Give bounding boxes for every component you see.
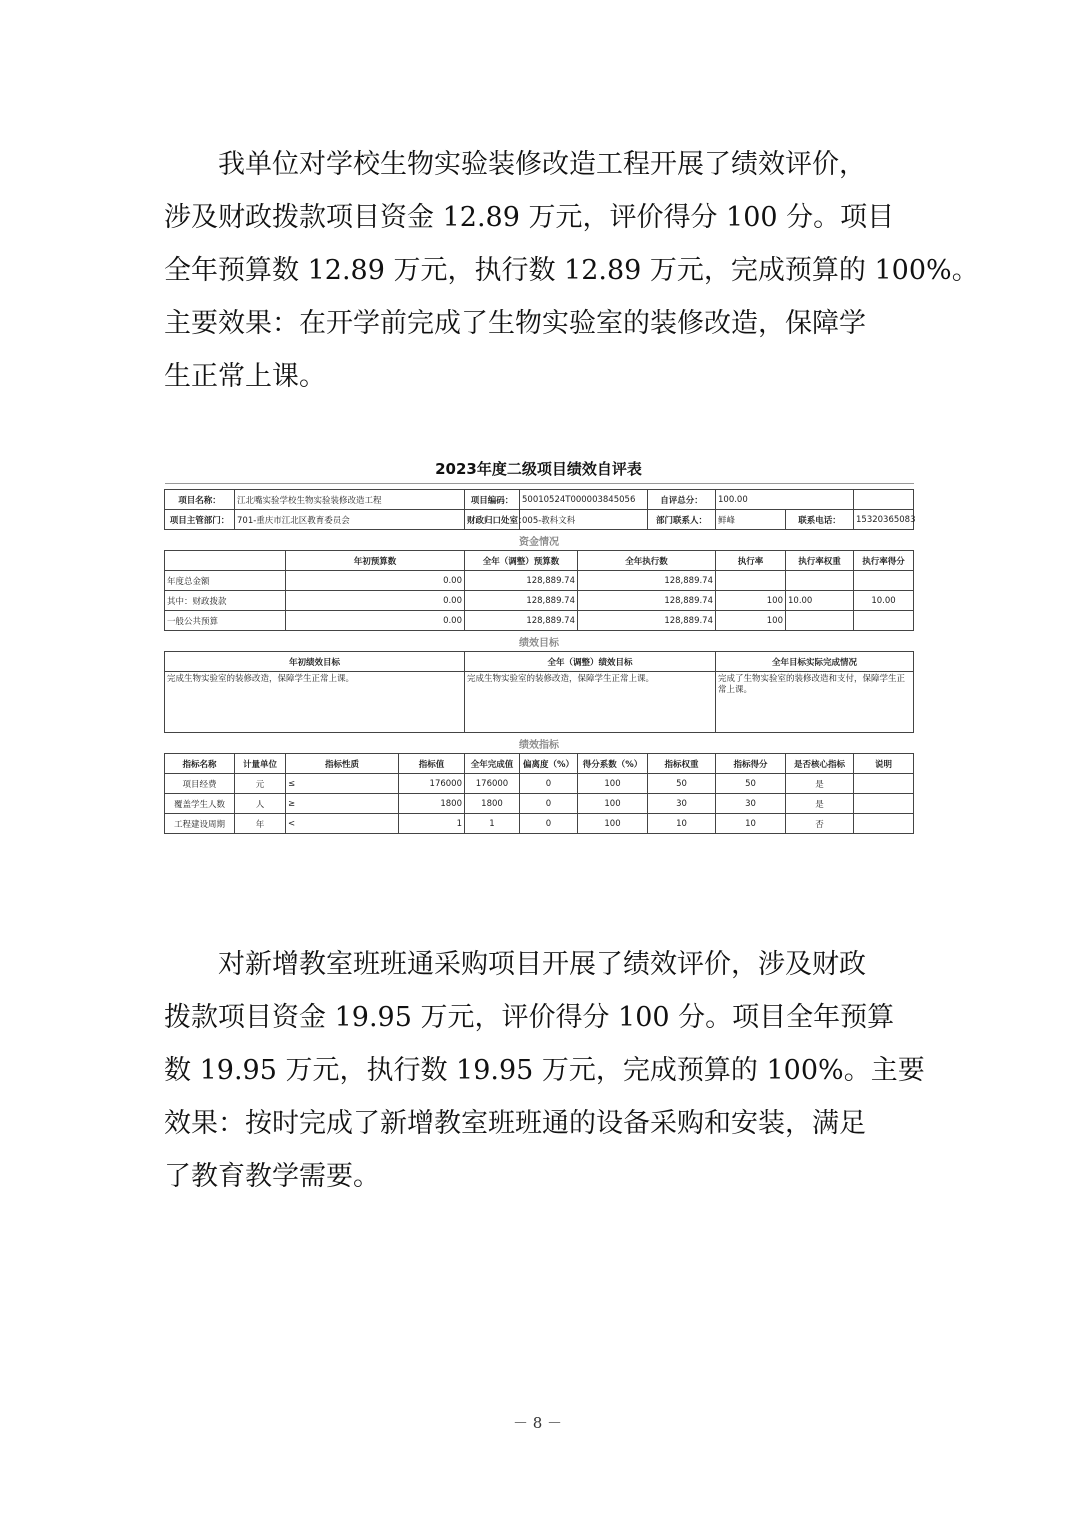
finance: 005-教科文科 <box>520 510 648 530</box>
cell-nature: ≤ <box>286 774 399 794</box>
col-header: 执行率 <box>716 551 786 571</box>
row-label: 年度总金额 <box>165 571 286 591</box>
project-name-label: 项目名称： <box>165 490 235 510</box>
paragraph-smart-classroom <box>164 938 925 1203</box>
cell-executed: 128,889.74 <box>578 571 716 591</box>
col-header: 全年完成值 <box>465 754 520 774</box>
cell-target: 1800 <box>399 794 465 814</box>
paragraph-line: 生正常上课。 <box>164 361 326 392</box>
self-evaluation-table <box>164 455 916 834</box>
cell-note <box>854 774 914 794</box>
col-header: 年初预算数 <box>286 551 465 571</box>
table-row <box>165 814 914 834</box>
dept-label: 项目主管部门： <box>165 510 235 530</box>
cell-weight: 10 <box>648 814 716 834</box>
paragraph-line: 主要效果：在开学前完成了生物实验室的装修改造，保障学 <box>164 308 866 339</box>
row-label: 其中：财政拨款 <box>165 591 286 611</box>
cell-target: 1 <box>399 814 465 834</box>
cell-core: 否 <box>786 814 854 834</box>
cell-coef: 100 <box>578 814 648 834</box>
cell-name: 工程建设周期 <box>165 814 235 834</box>
phone-label: 联系电话： <box>786 510 854 530</box>
paragraph-line: 全年预算数 12.89 万元，执行数 12.89 万元，完成预算的 100%。 <box>164 255 979 286</box>
cell-initial: 0.00 <box>286 611 465 631</box>
cell-score: 50 <box>716 774 786 794</box>
cell-adjusted: 128,889.74 <box>465 591 578 611</box>
cell-deviation: 0 <box>520 794 578 814</box>
cell-actual: 1 <box>465 814 520 834</box>
row-label: 一般公共预算 <box>165 611 286 631</box>
cell-unit: 元 <box>235 774 286 794</box>
col-header: 全年（调整）预算数 <box>465 551 578 571</box>
col-header: 全年（调整）绩效目标 <box>465 652 716 672</box>
funds-header-row <box>165 551 914 571</box>
contact-label: 部门联系人： <box>648 510 716 530</box>
paragraph-line: 拨款项目资金 19.95 万元，评价得分 100 分。项目全年预算 <box>164 1002 895 1033</box>
project-name: 江北嘴实验学校生物实验装修改造工程 <box>235 490 465 510</box>
cell-score <box>854 571 914 591</box>
blank-cell <box>854 490 914 510</box>
project-code: 50010524T000003845056 <box>520 490 648 510</box>
cell-weight: 50 <box>648 774 716 794</box>
col-header: 指标性质 <box>286 754 399 774</box>
cell-name: 覆盖学生人数 <box>165 794 235 814</box>
cell-rate: 100 <box>716 611 786 631</box>
section-title-goals: 绩效目标 <box>165 631 914 652</box>
initial-goal: 完成生物实验室的装修改造，保障学生正常上课。 <box>165 672 465 733</box>
cell-core: 是 <box>786 794 854 814</box>
col-header: 执行率权重 <box>786 551 854 571</box>
table-row <box>165 774 914 794</box>
adjusted-goal: 完成生物实验室的装修改造，保障学生正常上课。 <box>465 672 716 733</box>
indicators-header-row <box>165 754 914 774</box>
goals-header-row <box>165 652 914 672</box>
col-header: 全年执行数 <box>578 551 716 571</box>
cell-executed: 128,889.74 <box>578 591 716 611</box>
table-row <box>165 794 914 814</box>
paragraph-line: 我单位对学校生物实验装修改造工程开展了绩效评价， <box>218 149 866 180</box>
paragraph-line: 数 19.95 万元，执行数 19.95 万元，完成预算的 100%。主要 <box>164 1055 925 1086</box>
table-title: 2023年度二级项目绩效自评表 <box>435 460 642 478</box>
paragraph-line: 涉及财政拨款项目资金 12.89 万元，评价得分 100 分。项目 <box>164 202 895 233</box>
cell-initial: 0.00 <box>286 591 465 611</box>
cell-initial: 0.00 <box>286 571 465 591</box>
table-row <box>165 571 914 591</box>
cell-deviation: 0 <box>520 774 578 794</box>
info-row <box>165 490 914 510</box>
actual-completion: 完成了生物实验室的装修改造和支付，保障学生正常上课。 <box>716 672 914 733</box>
phone: 15320365083 <box>854 510 914 530</box>
cell-weight <box>786 571 854 591</box>
section-title-funds: 资金情况 <box>165 530 914 551</box>
cell-note <box>854 814 914 834</box>
paragraph-biology-lab <box>164 138 979 403</box>
paragraph-line: 了教育教学需要。 <box>164 1161 380 1192</box>
section-title-indicators: 绩效指标 <box>165 733 914 754</box>
paragraph-line: 对新增教室班班通采购项目开展了绩效评价，涉及财政 <box>218 949 866 980</box>
cell-actual: 1800 <box>465 794 520 814</box>
self-score: 100.00 <box>716 490 854 510</box>
cell-coef: 100 <box>578 774 648 794</box>
col-header: 指标值 <box>399 754 465 774</box>
blank-cell <box>165 551 286 571</box>
cell-rate <box>716 571 786 591</box>
cell-unit: 年 <box>235 814 286 834</box>
table-row <box>165 611 914 631</box>
cell-target: 176000 <box>399 774 465 794</box>
cell-nature: ≥ <box>286 794 399 814</box>
cell-adjusted: 128,889.74 <box>465 571 578 591</box>
cell-score: 30 <box>716 794 786 814</box>
table-row <box>165 591 914 611</box>
dept: 701-重庆市江北区教育委员会 <box>235 510 465 530</box>
cell-executed: 128,889.74 <box>578 611 716 631</box>
col-header: 指标得分 <box>716 754 786 774</box>
goals-row <box>165 672 914 733</box>
col-header: 得分系数（%） <box>578 754 648 774</box>
cell-deviation: 0 <box>520 814 578 834</box>
cell-nature: < <box>286 814 399 834</box>
col-header: 偏离度（%） <box>520 754 578 774</box>
col-header: 指标名称 <box>165 754 235 774</box>
page-number: － 8 － <box>512 1414 563 1432</box>
cell-core: 是 <box>786 774 854 794</box>
col-header: 说明 <box>854 754 914 774</box>
cell-adjusted: 128,889.74 <box>465 611 578 631</box>
col-header: 计量单位 <box>235 754 286 774</box>
cell-score: 10 <box>716 814 786 834</box>
finance-label: 财政归口处室： <box>465 510 520 530</box>
cell-weight <box>786 611 854 631</box>
evaluation-grid <box>164 483 914 834</box>
cell-name: 项目经费 <box>165 774 235 794</box>
col-header: 指标权重 <box>648 754 716 774</box>
cell-rate: 100 <box>716 591 786 611</box>
cell-score <box>854 611 914 631</box>
info-row <box>165 510 914 530</box>
cell-coef: 100 <box>578 794 648 814</box>
cell-weight: 10.00 <box>786 591 854 611</box>
cell-actual: 176000 <box>465 774 520 794</box>
project-code-label: 项目编码： <box>465 490 520 510</box>
cell-score: 10.00 <box>854 591 914 611</box>
col-header: 是否核心指标 <box>786 754 854 774</box>
cell-unit: 人 <box>235 794 286 814</box>
self-score-label: 自评总分： <box>648 490 716 510</box>
contact: 鲜峰 <box>716 510 786 530</box>
cell-weight: 30 <box>648 794 716 814</box>
col-header: 全年目标实际完成情况 <box>716 652 914 672</box>
col-header: 年初绩效目标 <box>165 652 465 672</box>
cell-note <box>854 794 914 814</box>
col-header: 执行率得分 <box>854 551 914 571</box>
paragraph-line: 效果：按时完成了新增教室班班通的设备采购和安装，满足 <box>164 1108 866 1139</box>
